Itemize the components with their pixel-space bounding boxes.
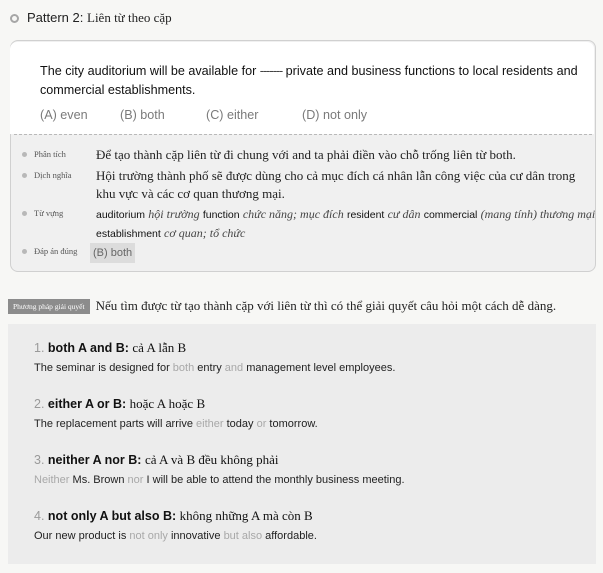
pattern-meaning: không những A mà còn B (179, 508, 313, 523)
example-text: Ms. Brown (69, 474, 128, 486)
example-text: innovative (167, 530, 224, 542)
example-highlight: not only (129, 530, 168, 542)
vocab-term: establishment (96, 228, 161, 240)
vocab-meaning: cơ quan; tổ chức (164, 226, 246, 240)
pattern-item-title (34, 452, 405, 468)
option-b: (B) both (120, 108, 165, 122)
example-text: today (223, 418, 257, 430)
option-d: (D) not only (302, 108, 368, 122)
pattern-number: 1. (34, 341, 45, 355)
example-highlight: and (224, 362, 244, 374)
pattern-meaning: cả A lẫn B (132, 340, 187, 355)
example-text: Our new product is (34, 530, 130, 542)
pattern-example (34, 362, 395, 374)
example-highlight: either (196, 418, 224, 430)
question-text-after: private and business functions to local residents and commercial establishments. (40, 64, 578, 97)
translation-text: Hội trường thành phố sẽ được dùng cho cả mục đích cá nhân lẫn công việc của cư dân trong khu vực và các cơ quan thương mại. (96, 168, 576, 201)
pattern-title (27, 10, 172, 26)
pattern-title-vi: Liên từ theo cặp (87, 10, 172, 25)
example-text: tomorrow. (266, 418, 318, 430)
pattern-example (34, 530, 317, 542)
answer-label: Đáp án đúng (34, 246, 78, 256)
vocab-term: commercial (423, 209, 478, 221)
pattern-number: 2. (34, 397, 45, 411)
question-box (10, 42, 594, 134)
pattern-item (34, 452, 405, 486)
pattern-example (34, 418, 318, 430)
example-text: The replacement parts will arrive (34, 418, 197, 430)
vocab-term: auditorium (96, 209, 146, 221)
pattern-meaning: cả A và B đều không phải (144, 452, 279, 467)
vocab-term: resident (346, 209, 385, 221)
vocab-term: function (202, 209, 240, 221)
example-text: management level employees. (243, 362, 396, 374)
analysis-text: Để tạo thành cặp liên từ đi chung với and ta phải điền vào chỗ trống liên từ both. (96, 147, 516, 162)
bullet-dot-icon (22, 211, 27, 216)
pattern-formula: not only A but also B: (47, 509, 177, 523)
translation-label: Dịch nghĩa (34, 170, 72, 180)
method-text: Nếu tìm được từ tạo thành cặp với liên từ thì có thể giải quyết câu hỏi một cách dễ dàng. (95, 298, 557, 313)
answer-badge: (B) both (90, 243, 135, 263)
method-badge: Phương pháp giải quyết (8, 299, 90, 314)
vocabulary-label: Từ vựng (34, 208, 64, 218)
example-highlight: both (172, 362, 195, 374)
answer-wrap (90, 243, 590, 263)
pattern-item (34, 340, 395, 374)
vocab-meaning: cư dân (387, 207, 421, 221)
circle-bullet-icon (10, 14, 19, 23)
pattern-title-prefix: Pattern 2: (27, 10, 84, 25)
pattern-formula: neither A nor B: (47, 453, 142, 467)
pattern-item-title (34, 340, 395, 356)
example-highlight: or (256, 418, 267, 430)
example-text: entry (194, 362, 225, 374)
question-text (40, 62, 590, 100)
vocab-meaning: hội trường (148, 207, 200, 221)
pattern-header (10, 10, 172, 26)
analysis-label: Phân tích (34, 149, 66, 159)
pattern-number: 4. (34, 509, 45, 523)
pattern-item (34, 508, 317, 542)
vocabulary-list (96, 205, 596, 243)
pattern-item (34, 396, 318, 430)
example-highlight: Neither (34, 474, 70, 486)
pattern-example (34, 474, 405, 486)
question-blank: ------- (259, 64, 283, 78)
example-text: I will be able to attend the monthly business meeting. (143, 474, 405, 486)
option-a: (A) even (40, 108, 88, 122)
bullet-dot-icon (22, 173, 27, 178)
bullet-dot-icon (22, 152, 27, 157)
pattern-formula: either A or B: (47, 397, 127, 411)
option-c: (C) either (206, 108, 259, 122)
pattern-item-title (34, 508, 317, 524)
method-banner (8, 298, 556, 314)
dashed-divider (14, 134, 592, 135)
bullet-dot-icon (22, 249, 27, 254)
vocab-meaning: (mang tính) thương mại (480, 207, 596, 221)
example-text: affordable. (262, 530, 317, 542)
example-highlight: nor (127, 474, 144, 486)
pattern-number: 3. (34, 453, 45, 467)
pattern-meaning: hoặc A hoặc B (129, 396, 206, 411)
patterns-panel (8, 324, 596, 564)
vocab-meaning: chức năng; mục đích (242, 207, 344, 221)
pattern-item-title (34, 396, 318, 412)
question-text-before: The city auditorium will be available for (40, 64, 257, 78)
example-highlight: but also (223, 530, 263, 542)
example-text: The seminar is designed for (34, 362, 173, 374)
pattern-formula: both A and B: (47, 341, 129, 355)
